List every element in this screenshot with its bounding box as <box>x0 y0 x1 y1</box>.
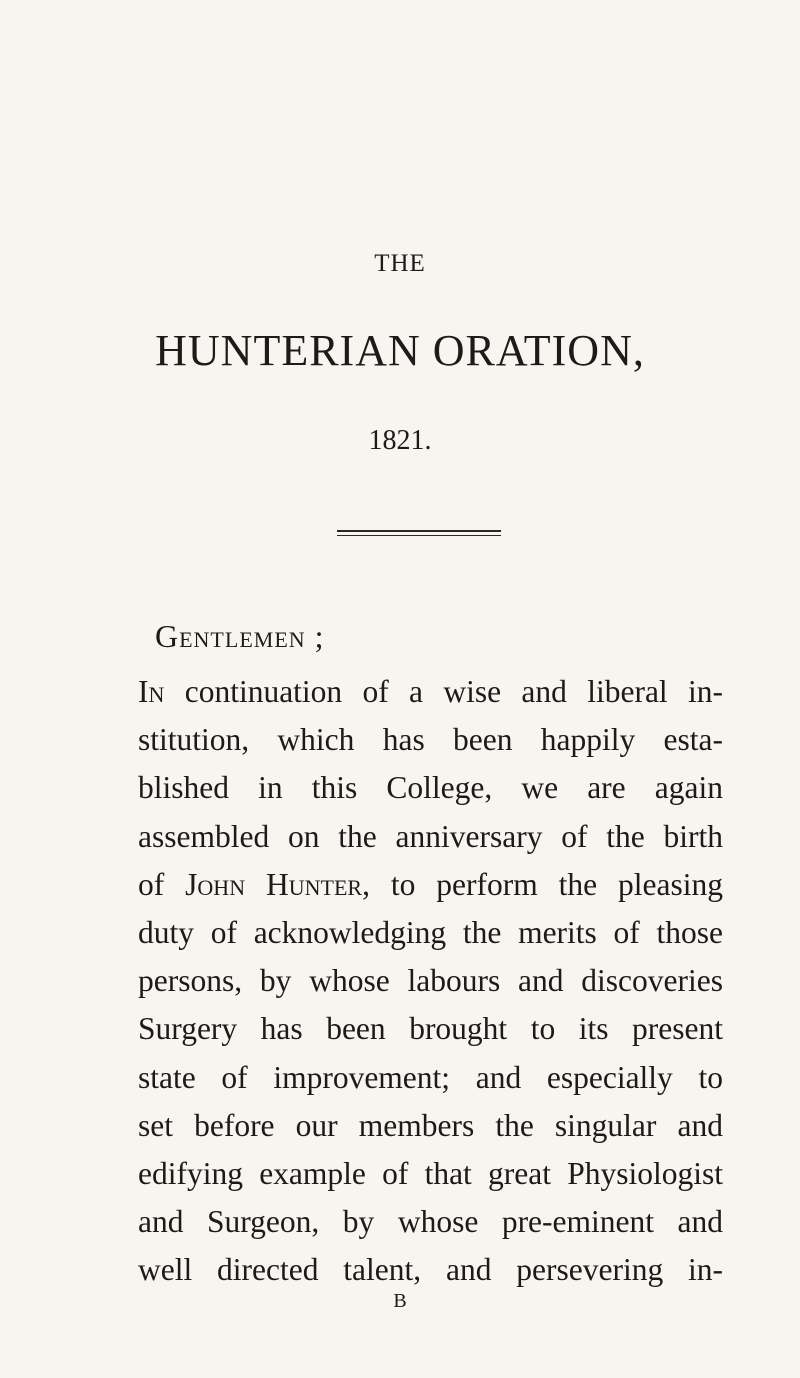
signature-mark: B <box>393 1290 407 1312</box>
ornamental-rule <box>337 530 501 532</box>
text-line-7: persons, by whose labours and discoveries <box>138 963 723 999</box>
person-name: John Hunter <box>185 866 363 902</box>
text-line-5-post: , to perform the pleasing <box>362 866 723 902</box>
ornamental-rule-thin <box>337 535 501 536</box>
heading-the: THE <box>374 250 426 277</box>
text-line-6: duty of acknowledging the merits of those <box>138 915 723 951</box>
text-line-5-pre: of <box>138 866 186 902</box>
text-line-12: and Surgeon, by whose pre-eminent and <box>138 1204 723 1240</box>
salutation: Gentlemen ; <box>155 618 325 654</box>
text-line-1-rest: continuation of a wise and liberal in- <box>164 674 723 709</box>
text-line-10: set before our members the singular and <box>138 1107 723 1143</box>
text-line-4: assembled on the anniversary of the birth <box>138 818 723 854</box>
body-paragraph <box>138 668 723 1295</box>
text-line-8: Surgery has been brought to its present <box>138 1011 723 1047</box>
text-line-2: stitution, which has been happily esta- <box>138 722 723 758</box>
drop-word: In <box>138 674 165 709</box>
text-line-9: state of improvement; and especially to <box>138 1059 723 1095</box>
text-line-5 <box>138 861 723 909</box>
page-title: HUNTERIAN ORATION, <box>155 326 645 375</box>
text-line-11: edifying example of that great Physiologist <box>138 1156 723 1192</box>
text-line-13: well directed talent, and persevering in- <box>138 1252 723 1288</box>
heading-year: 1821. <box>368 425 432 456</box>
text-line-3: blished in this College, we are again <box>138 770 723 806</box>
text-line-1 <box>138 668 723 716</box>
